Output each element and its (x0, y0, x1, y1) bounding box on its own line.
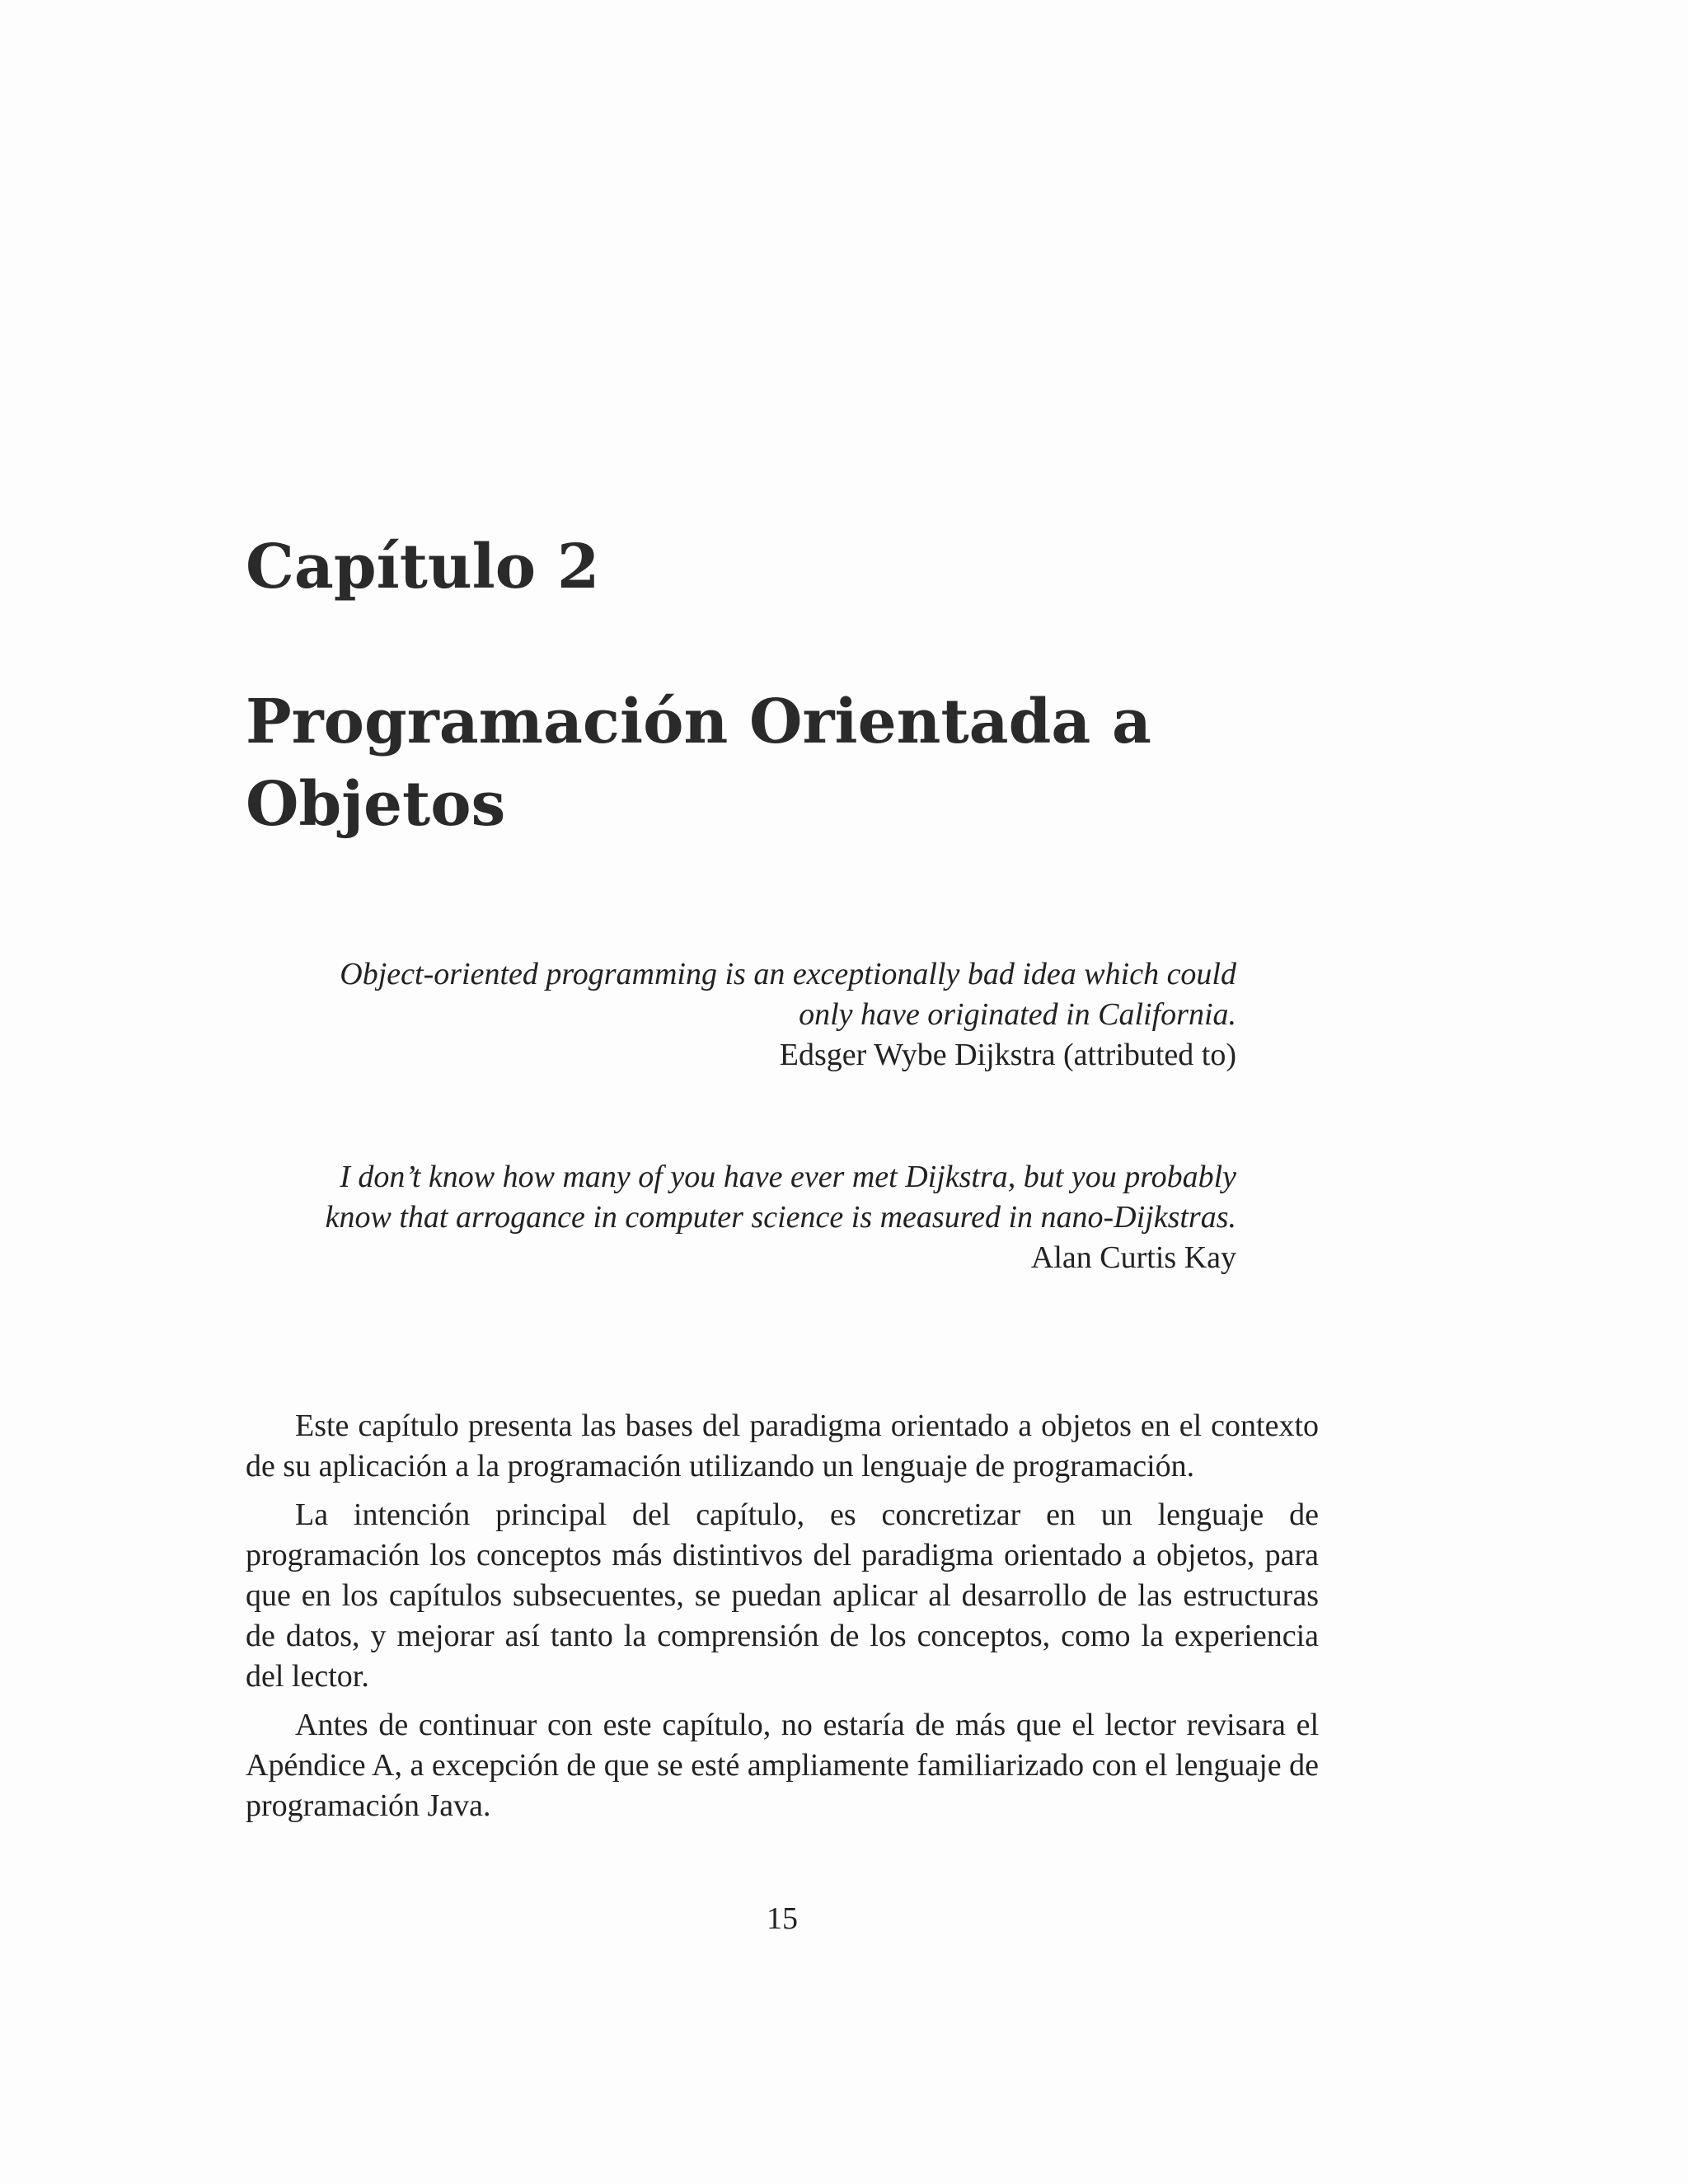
body-text (246, 1406, 1319, 1835)
paragraph: Antes de continuar con este capítulo, no estaría de más que el lector revisara el Apéndice A, a excepción de que se esté ampliamente familiarizado con el lenguaje de programación Java. (246, 1708, 1319, 1823)
epigraph (313, 1157, 1236, 1278)
chapter-label: Capítulo 2 (246, 532, 600, 602)
epigraph-quote: Object-oriented programming is an exceptionally bad idea which could only have originated in California. (340, 957, 1236, 1032)
epigraph-quote: I don’t know how many of you have ever met Dijkstra, but you probably know that arrogance in computer science is measured in nano-Dijkstras. (325, 1160, 1236, 1235)
page-number: 15 (767, 1901, 798, 1936)
epigraph (313, 954, 1236, 1076)
paragraph: La intención principal del capítulo, es concretizar en un lenguaje de programación los conceptos más distintivos del paradigma orientado a objetos, para que en los capítulos subsecuentes, se puedan aplicar al desarrollo de las estructuras de datos, y mejorar así tanto la comprensión de los conceptos, como la experiencia del lector. (246, 1497, 1319, 1694)
epigraph-author: Edsger Wybe Dijkstra (attributed to) (779, 1038, 1236, 1072)
epigraph-author: Alan Curtis Kay (1030, 1240, 1236, 1275)
chapter-title: Programación Orientada a Objetos (246, 687, 1151, 840)
paragraph: Este capítulo presenta las bases del paradigma orientado a objetos en el contexto de su aplicación a la programación utilizando un lenguaje de programación. (246, 1408, 1319, 1483)
